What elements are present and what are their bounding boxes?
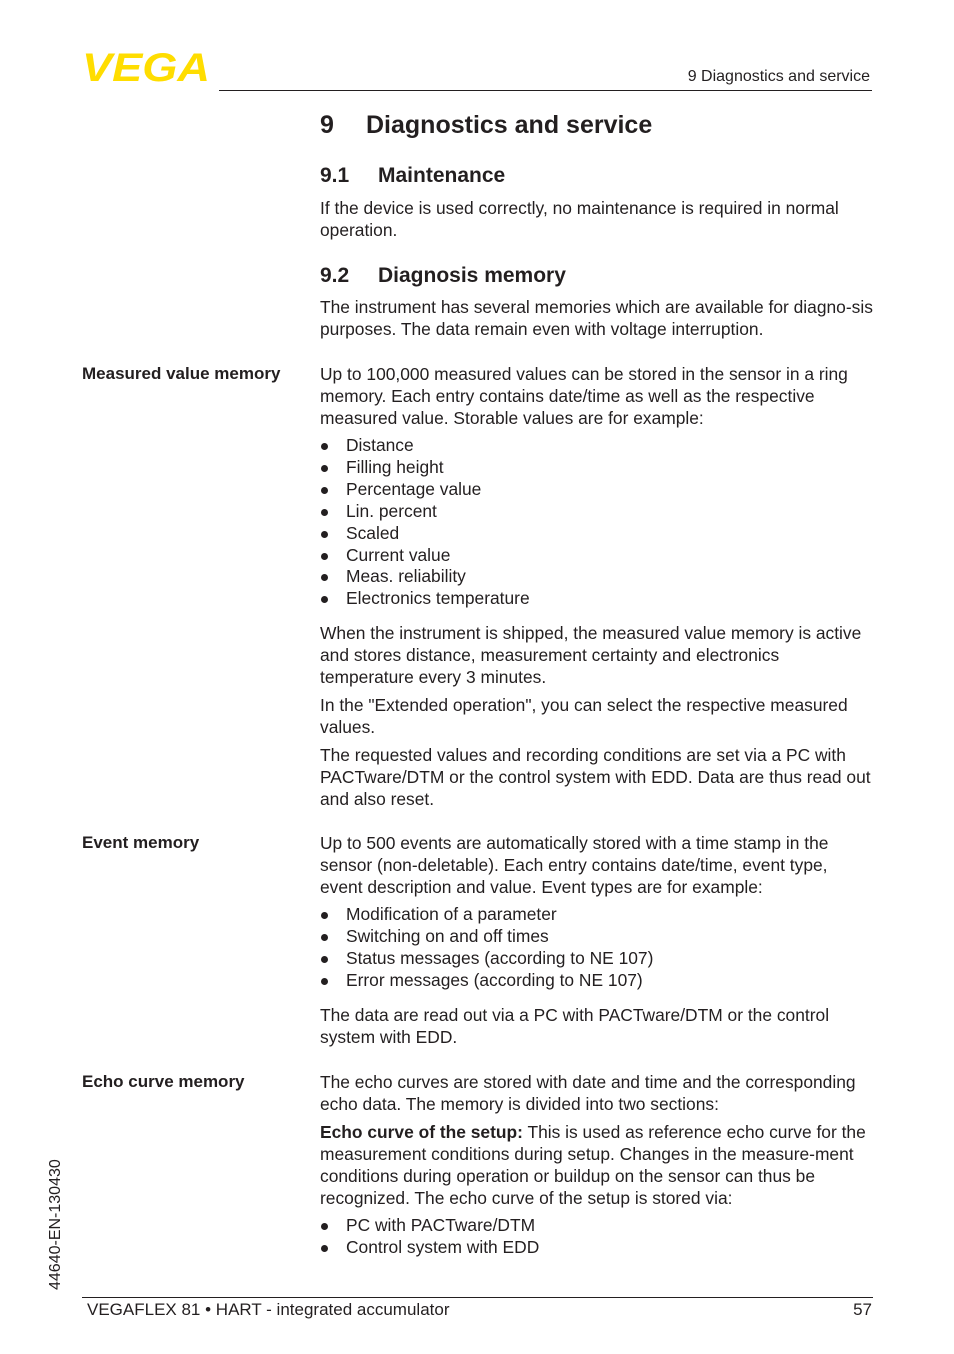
document-code: 44640-EN-130430	[47, 1159, 64, 1290]
list-item: Switching on and off times	[320, 926, 873, 948]
event-memory-label: Event memory	[82, 833, 200, 852]
list-item: Filling height	[320, 457, 873, 479]
maintenance-heading	[320, 164, 505, 188]
chapter-heading	[320, 111, 652, 140]
measured-memory-body	[320, 622, 873, 816]
measured-memory-para1: When the instrument is shipped, the measured value memory is active and stores distance, measurement certainty and electronics temperature every 3 minutes.	[320, 623, 862, 687]
list-item: Control system with EDD	[320, 1237, 873, 1259]
list-item: Status messages (according to NE 107)	[320, 948, 873, 970]
logo-text: VEGA	[82, 50, 210, 84]
echo-setup-term: Echo curve of the setup:	[320, 1122, 523, 1142]
footer-title: VEGAFLEX 81 • HART - integrated accumulator	[87, 1300, 450, 1319]
measured-memory-list	[320, 435, 873, 610]
header-divider	[219, 90, 872, 91]
measured-memory-para3: The requested values and recording conditions are set via a PC with PACTware/DTM or the control system with EDD. Data are thus read out and also reset.	[320, 745, 871, 809]
event-memory-intro: Up to 500 events are automatically stored with a time stamp in the sensor (non-deletable). Each entry contains date/time, event type, event description and value. Event types are for example:	[320, 833, 829, 897]
diagnosis-heading	[320, 264, 566, 288]
list-item: Electronics temperature	[320, 588, 873, 610]
diagnosis-intro: The instrument has several memories which are available for diagno-sis purposes. The data remain even with voltage interruption.	[320, 297, 873, 339]
maintenance-text: If the device is used correctly, no maintenance is required in normal operation.	[320, 198, 839, 240]
chapter-title: Diagnostics and service	[366, 111, 653, 139]
echo-memory-intro: The echo curves are stored with date and time and the corresponding echo data. The memory is divided into two sections:	[320, 1072, 856, 1114]
list-item: PC with PACTware/DTM	[320, 1215, 873, 1237]
chapter-number: 9	[320, 111, 334, 139]
list-item: Error messages (according to NE 107)	[320, 970, 873, 992]
measured-memory-intro: Up to 100,000 measured values can be stored in the sensor in a ring memory. Each entry contains date/time as well as the respective measured value. Storable values are for example:	[320, 364, 848, 428]
list-item: Scaled	[320, 523, 873, 545]
list-item: Modification of a parameter	[320, 904, 873, 926]
event-memory-para1: The data are read out via a PC with PACTware/DTM or the control system with EDD.	[320, 1005, 830, 1047]
echo-setup-text: This is used as reference echo curve for the measurement conditions during setup. Changes in the measure-ment conditions during operation or buildup on the sensor can thus be recognized. The echo curve of the setup is stored via:	[320, 1122, 866, 1208]
page-number: 57	[853, 1300, 872, 1319]
maintenance-title: Maintenance	[378, 164, 506, 187]
echo-memory-setup	[320, 1121, 873, 1209]
diagnosis-title: Diagnosis memory	[378, 264, 566, 287]
event-memory-list	[320, 904, 873, 992]
measured-memory-para2: In the "Extended operation", you can select the respective measured values.	[320, 695, 848, 737]
header-section-ref: 9 Diagnostics and service	[687, 68, 870, 85]
echo-memory-label: Echo curve memory	[82, 1072, 245, 1091]
maintenance-number: 9.1	[320, 164, 350, 187]
vega-logo	[82, 50, 212, 84]
list-item: Distance	[320, 435, 873, 457]
measured-memory-label: Measured value memory	[82, 364, 281, 383]
footer-divider	[82, 1297, 873, 1298]
diagnosis-number: 9.2	[320, 264, 350, 287]
list-item: Current value	[320, 545, 873, 567]
list-item: Lin. percent	[320, 501, 873, 523]
list-item: Meas. reliability	[320, 566, 873, 588]
list-item: Percentage value	[320, 479, 873, 501]
echo-memory-list	[320, 1215, 873, 1259]
